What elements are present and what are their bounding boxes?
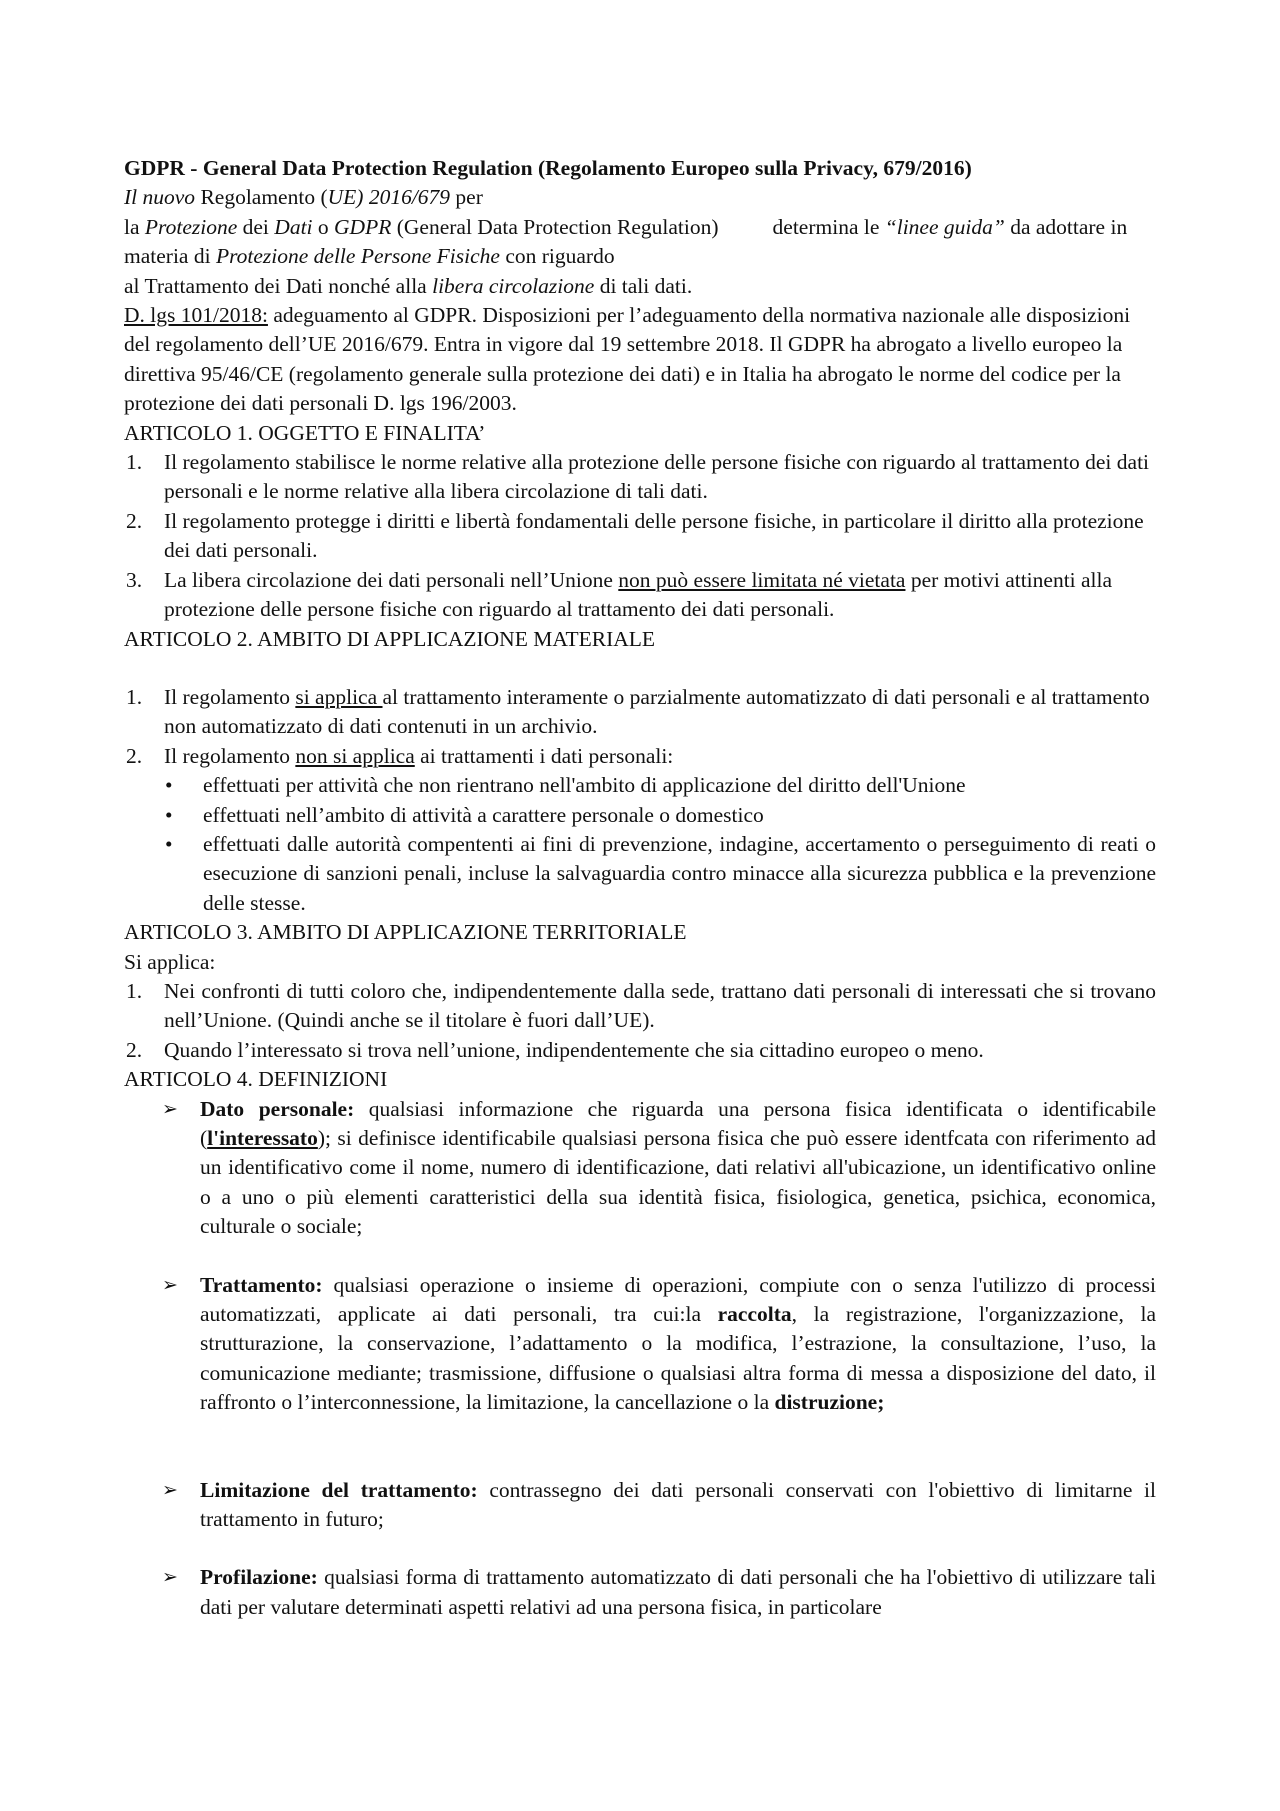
- item-text-part: per motivi attinenti alla protezione delle persone fisiche con riguardo al trattamento dei dati personali.: [164, 567, 1113, 622]
- bullet-text: effettuati per attività che non rientrano nell'ambito di applicazione del diritto dell'Unione: [203, 773, 966, 798]
- intro-text: al Trattamento dei Dati nonché alla: [124, 273, 433, 298]
- definition-trattamento: [162, 1271, 1156, 1418]
- intro-line-2: [124, 213, 1156, 272]
- definition-part: , la registrazione, l'organizzazione, la strutturazione, la conservazione, l’adattamento o la modifica, l’estrazione, la consultazione, l’uso, la comunicazione mediante; trasmissione, diffusione o qualsiasi altra forma di messa a disposizione del dato, il raffronto o l’interconnessione, la limitazione, la cancellazione o la: [200, 1302, 1156, 1415]
- definition-term: Dato personale:: [200, 1096, 355, 1121]
- intro-line-1: [124, 183, 1156, 212]
- list-item: [124, 683, 1156, 742]
- article-1-heading: ARTICOLO 1. OGGETTO E FINALITA’: [124, 420, 486, 445]
- intro-italic: Dati: [274, 214, 313, 239]
- definition-part: qualsiasi operazione o insieme di operazioni, compiute con o senza l'utilizzo di processi automatizzati, applicate ai dati personali, tra cui:la: [200, 1272, 1156, 1327]
- item-text: [164, 566, 1156, 625]
- intro-italic: libera circolazione: [432, 273, 595, 298]
- intro-italic: Protezione delle Persone Fisiche: [215, 244, 500, 269]
- bullet-text: effettuati nell’ambito di attività a carattere personale o domestico: [203, 802, 764, 827]
- article-4-heading: ARTICOLO 4. DEFINIZIONI: [124, 1067, 388, 1092]
- dlgs-text: adeguamento al GDPR. Disposizioni per l’adeguamento della normativa nazionale alle disposizioni del regolamento dell’UE 2016/679. Entra in vigore dal 19 settembre 2018. Il GDPR ha abrogato a livello europeo la direttiva 95/46/CE (regolamento generale sulla protezione dei dati) e in Italia ha abrogato le norme del codice per la protezione dei dati personali D. lgs 196/2003.: [124, 303, 1131, 416]
- article-3-lead: Si applica:: [124, 949, 216, 974]
- list-item: [124, 507, 1156, 566]
- item-underlined: non può essere limitata né vietata: [618, 567, 906, 592]
- article-3-list: [124, 977, 1156, 1065]
- list-item: [124, 977, 1156, 1036]
- arrow-bullet-icon: ➢: [162, 1478, 178, 1501]
- definition-term: Trattamento:: [200, 1272, 323, 1297]
- item-text-part: Il regolamento: [164, 743, 296, 768]
- blank-line: [124, 654, 1156, 683]
- definition-limitazione: [162, 1476, 1156, 1535]
- definition-emphasis: distruzione;: [774, 1390, 885, 1415]
- bullet-item: [160, 801, 1156, 830]
- bullet-text: effettuati dalle autorità compententi ai fini di prevenzione, indagine, accertamento o perseguimento di reati o esecuzione di sanzioni penali, incluse la salvaguardia contro minacce alla sicurezza pubblica e la prevenzione delle stesse.: [203, 831, 1156, 915]
- item-text: [164, 742, 1156, 771]
- intro-italic: GDPR: [334, 214, 392, 239]
- item-number: 3.: [126, 567, 143, 592]
- item-number: 2.: [126, 743, 143, 768]
- item-text-part: al trattamento interamente o parzialmente automatizzato di dati personali e al trattamento non automatizzato di dati contenuti in un archivio.: [164, 684, 1150, 739]
- blank-line: [124, 1447, 1156, 1476]
- list-item: [124, 566, 1156, 625]
- definition-text: [200, 1095, 1156, 1242]
- blank-line: [124, 1242, 1156, 1271]
- intro-italic: Protezione: [144, 214, 238, 239]
- definition-profilazione: [162, 1563, 1156, 1622]
- dlgs-paragraph: [124, 301, 1156, 419]
- intro-text: da adottare in materia di: [124, 214, 1128, 269]
- intro-italic-nuovo: Il nuovo: [124, 185, 196, 210]
- item-number: 2.: [126, 508, 143, 533]
- intro-text: o: [312, 214, 335, 239]
- item-underlined: non si applica: [295, 743, 415, 768]
- article-2-list: [124, 683, 1156, 771]
- definition-part: contrassegno dei dati personali conservati con l'obiettivo di limitarne il trattamento in futuro;: [200, 1477, 1156, 1532]
- definition-part: qualsiasi informazione che riguarda una persona fisica identificata o identificabile (: [200, 1096, 1157, 1150]
- item-text: [164, 683, 1156, 742]
- item-text: Quando l’interessato si trova nell’unione, indipendentemente che sia cittadino europeo o meno.: [164, 1037, 984, 1062]
- intro-text: di tali dati.: [594, 273, 693, 298]
- item-text: Il regolamento protegge i diritti e libertà fondamentali delle persone fisiche, in particolare il diritto alla protezione dei dati personali.: [164, 508, 1144, 563]
- intro-text: (General Data Protection Regulation): [391, 214, 719, 239]
- intro-text: determina le: [772, 214, 885, 239]
- intro-text: Regolamento (: [195, 185, 328, 210]
- intro-italic-ue: UE) 2016/679: [327, 185, 451, 210]
- dlgs-reference: D. lgs 101/2018:: [124, 303, 268, 328]
- item-text: Nei confronti di tutti coloro che, indipendentemente dalla sede, trattano dati personali di interessati che si trovano nell’Unione. (Quindi anche se il titolare è fuori dall’UE).: [164, 978, 1156, 1033]
- definition-text: [200, 1563, 1156, 1622]
- definition-emphasis: l'interessato: [207, 1126, 318, 1150]
- definition-term: Limitazione del trattamento:: [200, 1477, 478, 1502]
- definition-text: [200, 1271, 1156, 1418]
- bullet-icon: •: [165, 773, 173, 798]
- arrow-bullet-icon: ➢: [162, 1097, 178, 1120]
- item-text-part: ai trattamenti i dati personali:: [414, 743, 674, 768]
- list-item: [124, 1036, 1156, 1065]
- item-number: 1.: [126, 684, 143, 709]
- item-number: 2.: [126, 1037, 143, 1062]
- arrow-bullet-icon: ➢: [162, 1566, 178, 1589]
- definition-dato-personale: [162, 1095, 1156, 1242]
- bullet-item: [160, 771, 1156, 800]
- article-2-bullets: [124, 771, 1156, 918]
- article-3-heading: ARTICOLO 3. AMBITO DI APPLICAZIONE TERRITORIALE: [124, 920, 687, 945]
- item-underlined: si applica: [295, 684, 383, 709]
- definition-term: Profilazione:: [200, 1565, 318, 1590]
- intro-text: per: [450, 185, 483, 210]
- intro-text: con riguardo: [499, 244, 615, 269]
- list-item: [124, 742, 1156, 771]
- intro-italic: “linee guida”: [884, 214, 1005, 239]
- list-item: [124, 448, 1156, 507]
- intro-text: la: [124, 214, 145, 239]
- definition-part: qualsiasi forma di trattamento automatizzato di dati personali che ha l'obiettivo di utilizzare tali dati per valutare determinati aspetti relativi ad una persona fisica, in particolare: [200, 1565, 1156, 1619]
- article-1-list: [124, 448, 1156, 624]
- definition-emphasis: raccolta: [717, 1302, 792, 1327]
- bullet-icon: •: [165, 802, 173, 827]
- item-text: Il regolamento stabilisce le norme relative alla protezione delle persone fisiche con riguardo al trattamento dei dati personali e le norme relative alla libera circolazione di tali dati.: [164, 450, 1150, 504]
- item-number: 1.: [126, 450, 143, 475]
- bullet-icon: •: [165, 831, 173, 856]
- definition-text: [200, 1476, 1156, 1535]
- item-number: 1.: [126, 978, 143, 1003]
- intro-line-3: [124, 272, 1156, 301]
- blank-line: [124, 1534, 1156, 1563]
- item-text-part: Il regolamento: [164, 684, 296, 709]
- definition-part: ); si definisce identificabile qualsiasi persona fisica che può essere identfcata con riferimento ad un identificativo come il nome, numero di identificazione, dati relativi all'ubicazione, un identificativo online o a uno o più elementi caratteristici della sua identità fisica, fisiologica, genetica, psichica, economica, culturale o sociale;: [200, 1126, 1156, 1239]
- intro-text: dei: [237, 214, 275, 239]
- blank-line: [124, 1418, 1156, 1447]
- bullet-item: [160, 830, 1156, 918]
- arrow-bullet-icon: ➢: [162, 1273, 178, 1296]
- document-title: GDPR - General Data Protection Regulation (Regolamento Europeo sulla Privacy, 679/2016): [124, 156, 972, 180]
- item-text-part: La libera circolazione dei dati personali nell’Unione: [164, 567, 619, 592]
- article-2-heading: ARTICOLO 2. AMBITO DI APPLICAZIONE MATERIALE: [124, 626, 656, 651]
